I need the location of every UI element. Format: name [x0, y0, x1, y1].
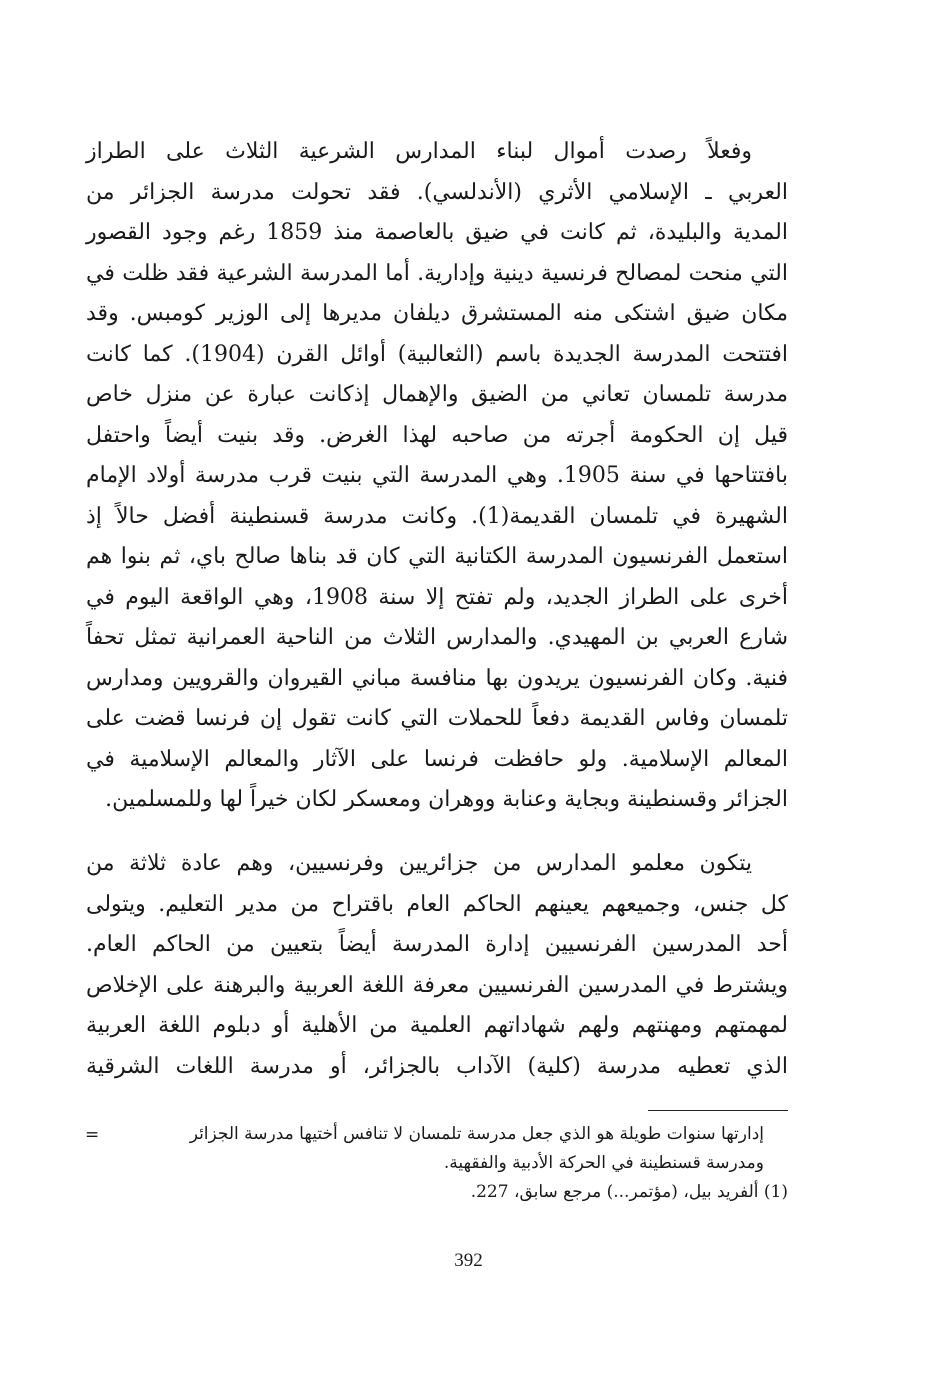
- paragraph-line: ويشترط في المدرسين الفرنسيين معرفة اللغة العربية والبرهنة على الإخلاص: [86, 972, 788, 998]
- footnote-continuation-marker: =: [85, 1125, 100, 1145]
- paragraph-1: [86, 132, 788, 821]
- footnotes: [120, 1120, 788, 1207]
- paragraph-line: لمهمتهم ومهنتهم ولهم شهاداتهم العلمية من الأهلية أو دبلوم اللغة العربية: [86, 1013, 788, 1038]
- paragraph-line: المعالم الإسلامية. ولو حافظت فرنسا على الآثار والمعالم الإسلامية في: [86, 746, 788, 772]
- paragraph-line: فنية. وكان الفرنسيون يريدون بها منافسة مباني القيروان والقرويين ومدارس: [86, 665, 788, 691]
- paragraph-line: التي منحت لمصالح فرنسية دينية وإدارية. أما المدرسة الشرعية فقد ظلت في: [86, 260, 788, 286]
- paragraph-line: المدية والبليدة، ثم كانت في ضيق بالعاصمة منذ 1859 رغم وجود القصور: [86, 220, 788, 245]
- paragraph-line: تلمسان وفاس القديمة دفعاً للحملات التي كانت تقول إن فرنسا قضت على: [86, 706, 788, 731]
- footnote-separator: [648, 1110, 788, 1111]
- paragraph-line: العربي ـ الإسلامي الأثري (الأندلسي). فقد تحولت مدرسة الجزائر من: [86, 179, 788, 205]
- paragraph-2: [86, 844, 788, 1087]
- paragraph-line: بافتتاحها في سنة 1905. وهي المدرسة التي بنيت قرب مدرسة أولاد الإمام: [86, 463, 788, 488]
- paragraph-line: وفعلاً رصدت أموال لبناء المدارس الشرعية الثلاث على الطراز: [86, 139, 752, 164]
- footnote-1: (1) ألفريد بيل، (مؤتمر...) مرجع سابق، 227.: [470, 1182, 788, 1202]
- paragraph-line: الجزائر وقسنطينة وبجاية وعنابة ووهران ومعسكر لكان خيراً لها وللمسلمين.: [105, 787, 788, 812]
- paragraph-line: مدرسة تلمسان تعاني من الضيق والإهمال إذكانت عبارة عن منزل خاص: [86, 382, 788, 407]
- paragraph-line: مكان ضيق اشتكى منه المستشرق ديلفان مديرها إلى الوزير كومبس. وقد: [86, 301, 788, 326]
- footnote-continuation-line: إدارتها سنوات طويلة هو الذي جعل مدرسة تلمسان لا تنافس أختيها مدرسة الجزائر: [189, 1124, 764, 1144]
- paragraph-line: استعمل الفرنسيون المدرسة الكتانية التي كان قد بناها صالح باي، ثم بنوا هم: [86, 544, 788, 569]
- footnote-continuation-line: ومدرسة قسنطينة في الحركة الأدبية والفقهية.: [443, 1153, 764, 1173]
- paragraph-line: شارع العربي بن المهيدي. والمدارس الثلاث من الناحية العمرانية تمثل تحفاً: [86, 625, 788, 650]
- paragraph-line: قيل إن الحكومة أجرته من صاحبه لهذا الغرض. وقد بنيت أيضاً واحتفل: [86, 422, 788, 448]
- paragraph-line: الشهيرة في تلمسان القديمة(1). وكانت مدرسة قسنطينة أفضل حالاً إذ: [86, 503, 788, 529]
- paragraph-line: أحد المدرسين الفرنسيين إدارة المدرسة أيضاً بتعيين من الحاكم العام.: [86, 932, 788, 957]
- page-number: 392: [454, 1250, 483, 1271]
- paragraph-line: أخرى على الطراز الجديد، ولم تفتح إلا سنة 1908، وهي الواقعة اليوم في: [86, 584, 788, 610]
- paragraph-line: الذي تعطيه مدرسة (كلية) الآداب بالجزائر، أو مدرسة اللغات الشرقية: [86, 1053, 788, 1079]
- paragraph-line: يتكون معلمو المدارس من جزائريين وفرنسيين، وهم عادة ثلاثة من: [86, 851, 752, 876]
- paragraph-line: افتتحت المدرسة الجديدة باسم (الثعالبية) أوائل القرن (1904). كما كانت: [86, 341, 788, 367]
- paragraph-line: كل جنس، وجميعهم يعينهم الحاكم العام باقتراح من مدير التعليم. ويتولى: [86, 891, 788, 917]
